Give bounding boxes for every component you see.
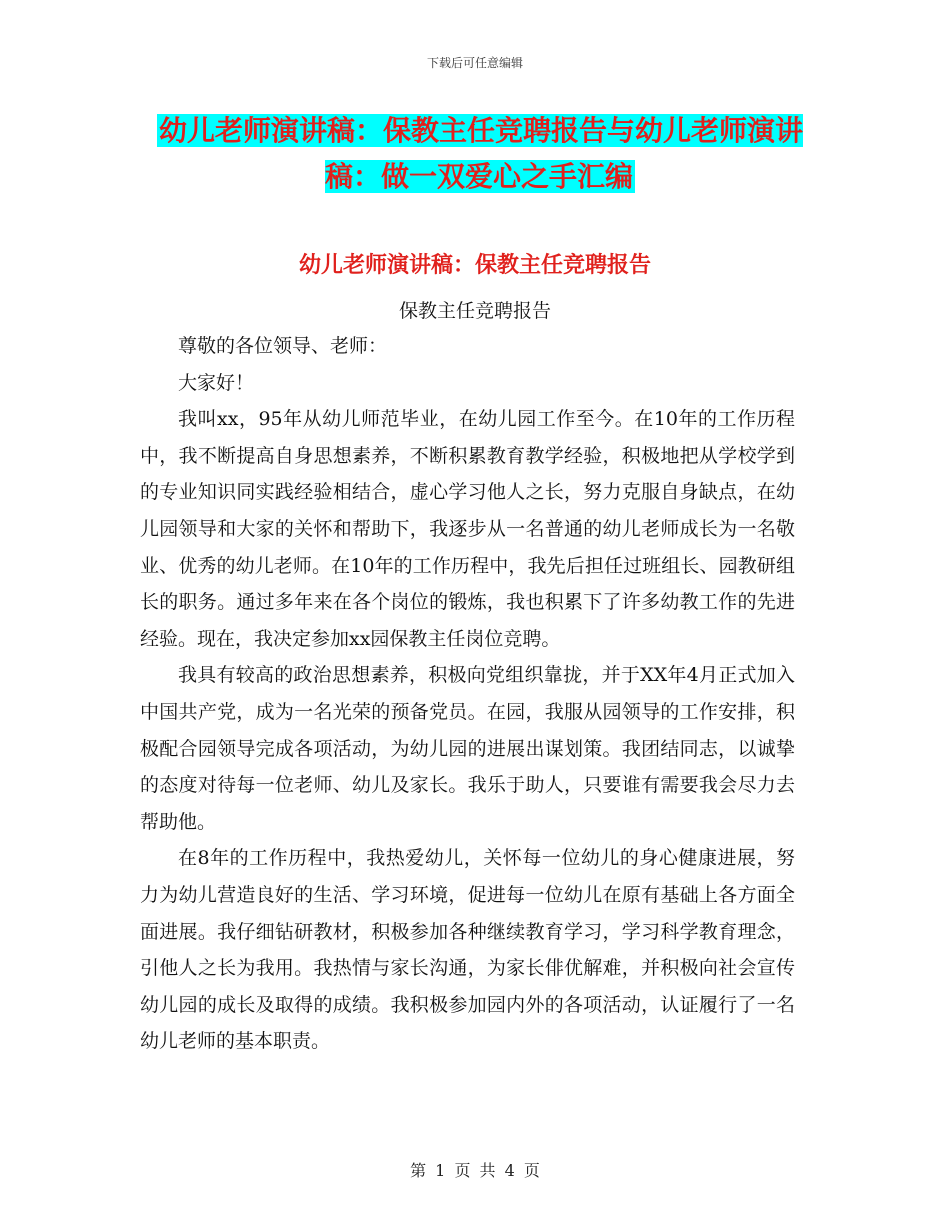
document-title [140,108,820,200]
body-text [140,328,795,1060]
section-title: 幼儿老师演讲稿：保教主任竞聘报告 [298,253,651,278]
body-paragraph: 我叫xx，95年从幼儿师范毕业，在幼儿园工作至今。在10年的工作历程中，我不断提高自身思想素养，不断积累教育教学经验，积极地把从学校学到的专业知识同实践经验相结合，虚心学习他人之长，努力克服自身缺点，在幼儿园领导和大家的关怀和帮助下，我逐步从一名普通的幼儿老师成长为一名敬业、优秀的幼儿老师。在10年的工作历程中，我先后担任过班组长、园教研组长的职务。通过多年来在各个岗位的锻炼，我也积累下了许多幼教工作的先进经验。现在，我决定参加xx园保教主任岗位竞聘。 [140,408,795,650]
body-paragraph: 在8年的工作历程中，我热爱幼儿，关怀每一位幼儿的身心健康进展，努力为幼儿营造良好的生活、学习环境，促进每一位幼儿在原有基础上各方面全面进展。我仔细钻研教材，积极参加各种继续教育学习，学习科学教育理念，引他人之长为我用。我热情与家长沟通，为家长俳优解难，并积极向社会宣传幼儿园的成长及取得的成绩。我积极参加园内外的各项活动，认证履行了一名幼儿老师的基本职责。 [140,847,795,1053]
document-title-text: 幼儿老师演讲稿：保教主任竞聘报告与幼儿老师演讲稿：做一双爱心之手汇编 [158,114,803,193]
report-subtitle: 保教主任竞聘报告 [398,300,551,322]
greeting-paragraph: 大家好！ [178,371,255,394]
body-paragraph: 我具有较高的政治思想素养，积极向党组织靠拢，并于XX年4月正式加入中国共产党，成为一名光荣的预备党员。在园，我服从园领导的工作安排，积极配合园领导完成各项活动，为幼儿园的进展出谋划策。我团结同志，以诚挚的态度对待每一位老师、幼儿及家长。我乐于助人，只要谁有需要我会尽力去帮助他。 [140,664,795,833]
salutation-paragraph: 尊敬的各位领导、老师： [178,335,388,357]
page-footer: 第 1 页 共 4 页 [410,1161,540,1180]
header-note: 下载后可任意编辑 [426,56,523,70]
